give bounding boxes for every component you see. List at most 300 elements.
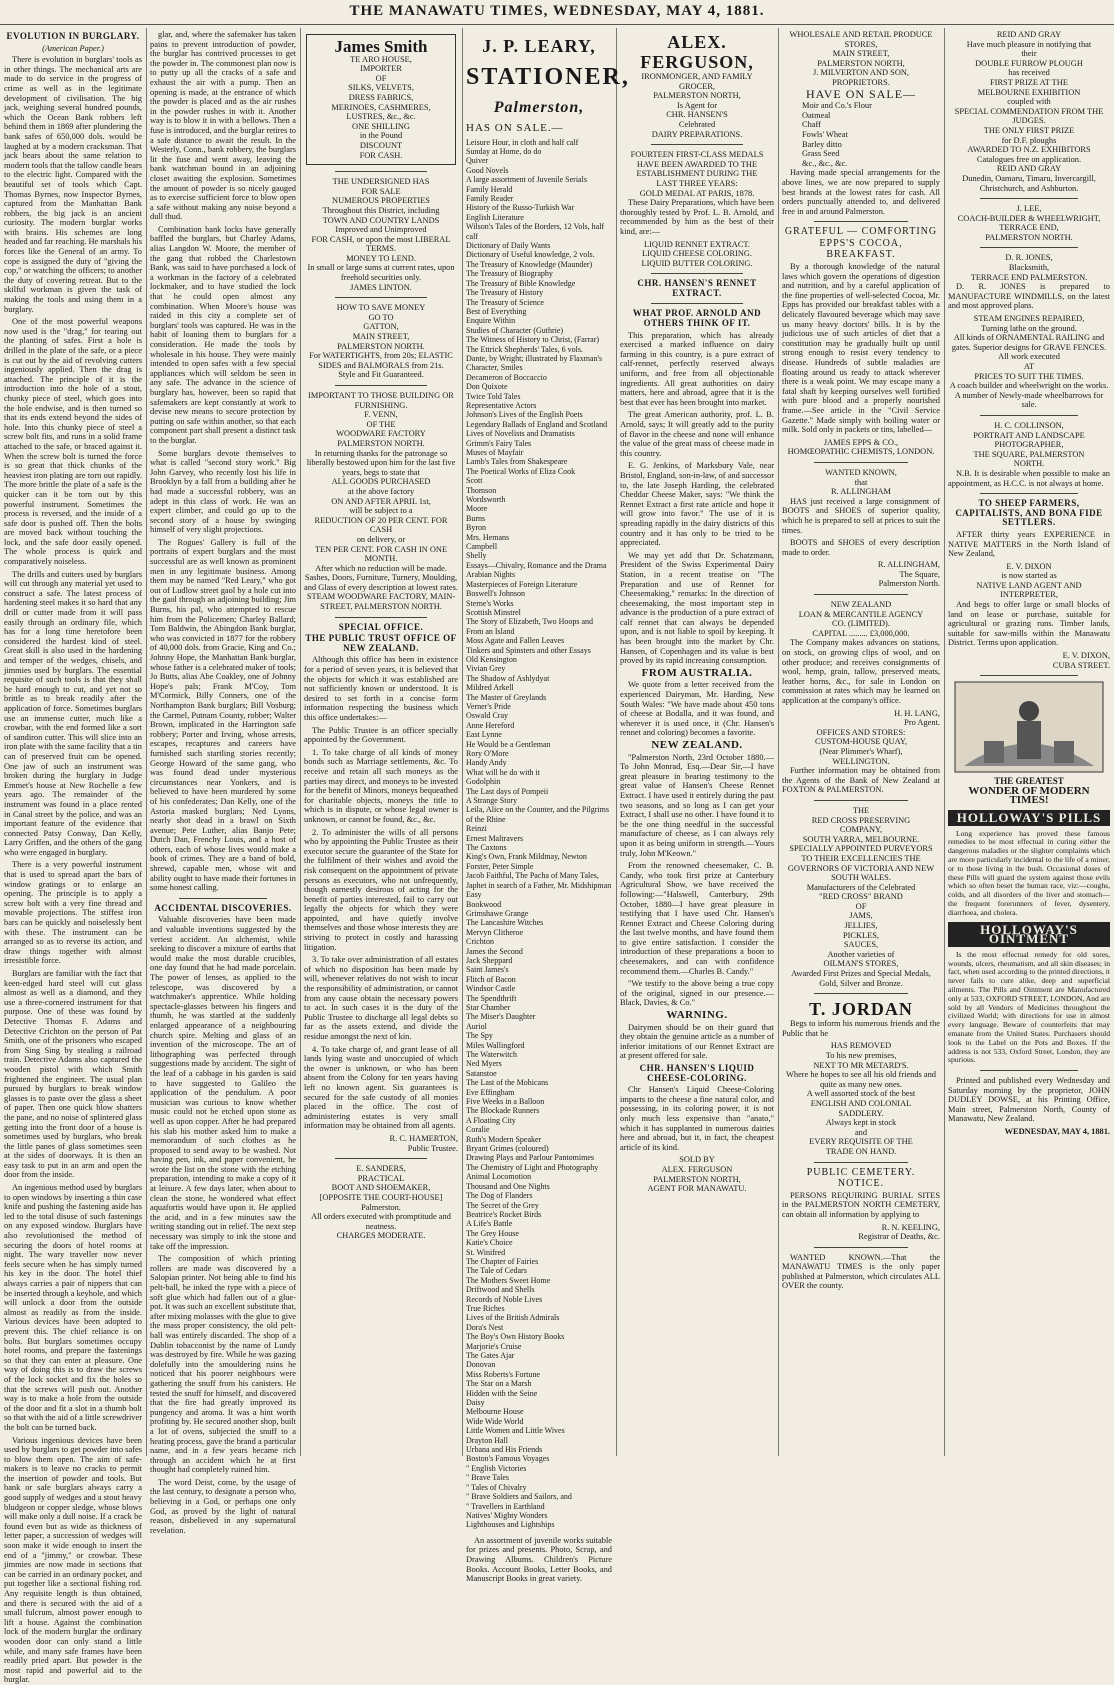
article-paragraph: Burglars are familiar with the fact that keen-edged hard steel will cut glass almost as well as a diamond, and they use a three-cornered instrument for that purpose. One of these was found by Detective Thomas F. Adams and Detective Crichton on the person of Pat Smith, one of the prisoners who escaped from Sing Sing by stealing a railroad train. Detective Adams also captured the wooden pistol with which Smith frightened the engineer. The usual plan pursued by burglars to break window glasses is to paste over the glass a sheet of paper. Then one quick blow shatters the pane, and no noise of splintered glass getting into the front door of a house is sometimes used by burglars, who break the little panes of glass sometimes seen at the sides of doorways. It is then an easy task to put in an arm and open the door from the inside. bbox=[4, 969, 142, 1180]
book-item: Mervyn Clitheroe bbox=[466, 927, 524, 937]
advert-line: MONEY TO LEND. bbox=[346, 253, 416, 263]
book-item: Lighthouses and Lightships bbox=[466, 1520, 555, 1530]
book-item: Decameron of Boccaccio bbox=[466, 372, 547, 382]
advert-text: Having made special arrangements for the above lines, we are now prepared to supply best brands at the lowest rates for cash. All orders punctually attended to, and delivered free in and around Palmerston. bbox=[782, 168, 940, 216]
advert-line: J. LEE, bbox=[1016, 204, 1042, 214]
advert-line: coupled with bbox=[1007, 97, 1051, 107]
holloway-top: THE GREATEST bbox=[994, 776, 1064, 787]
advert-name: James Smith bbox=[334, 37, 428, 56]
divider bbox=[980, 198, 1077, 199]
coloring-text: Chr Hansen's Liquid Cheese-Coloring imparts to the cheese a fine natural color, and possessing, in its coloring power, it is not only much less expensive than "anato," which it has supplanted in numerous dairies here and abroad, but it, in fact, the cheapest article of its kind. bbox=[620, 1085, 774, 1152]
imprint-date: WEDNESDAY, MAY 4, 1881. bbox=[1004, 1127, 1110, 1137]
book-item: Masterpieces of Foreign Literature bbox=[466, 579, 578, 589]
advert-line: ON AND AFTER APRIL 1st, bbox=[331, 496, 431, 506]
book-item: Star Chamber bbox=[466, 1002, 511, 1012]
book-item: Scott bbox=[466, 476, 483, 486]
book-item: Byron bbox=[466, 523, 486, 533]
advert-line: LAST THREE YEARS: bbox=[656, 178, 738, 188]
advert-line: A coach builder and wheelwright on the works. bbox=[949, 381, 1109, 391]
signature-line: R. C. HAMERTON, bbox=[389, 1133, 458, 1143]
advert-line: MAIN STREET, bbox=[832, 49, 890, 59]
divider bbox=[179, 898, 267, 899]
signature-line: H. H. LANG, bbox=[894, 708, 940, 718]
advert-line: Throughout this District, including bbox=[322, 205, 440, 215]
book-item: Twice Told Tales bbox=[466, 391, 521, 401]
advert-line: TRADE ON HAND. bbox=[825, 1146, 897, 1156]
advert-line: All kinds of ORNAMENTAL RAILING and gates. Superior designs for GRAVE FENCES. bbox=[951, 333, 1107, 352]
book-item: Burns bbox=[466, 513, 486, 523]
divider bbox=[980, 675, 1077, 676]
advertiser-name: ALEX. FERGUSON, bbox=[640, 32, 754, 72]
produce-item: Chaff bbox=[802, 120, 821, 130]
book-item: Dictionary of Daily Wants bbox=[466, 241, 551, 251]
advert-line: EPPS'S COCOA, bbox=[819, 237, 903, 249]
book-item: Studies of Character (Guthrie) bbox=[466, 325, 564, 335]
book-item: Mrs. Hemans bbox=[466, 532, 510, 542]
article-source: (American Paper.) bbox=[42, 43, 104, 53]
book-item: Reinzi bbox=[466, 824, 487, 834]
advert-lee bbox=[948, 204, 1110, 242]
notice-title: THE PUBLIC TRUST OFFICE OF NEW ZEALAND. bbox=[305, 633, 457, 653]
advert-line: [OPPOSITE THE COURT-HOUSE] bbox=[319, 1192, 443, 1202]
column-rule bbox=[146, 28, 147, 1456]
book-item: The Waterwitch bbox=[466, 1050, 517, 1059]
book-item: Dictionary of Useful knowledge, 2 vols. bbox=[466, 250, 595, 260]
advert-line: DRESS FABRICS, bbox=[348, 92, 414, 102]
coloring-heading: CHR. HANSEN'S LIQUID CHEESE-COLORING. bbox=[639, 1063, 755, 1083]
advert-line: TEN PER CENT. FOR CASH IN ONE MONTH. bbox=[314, 544, 448, 564]
book-item: Arabian Nights bbox=[466, 570, 516, 580]
book-item: Auriol bbox=[466, 1021, 487, 1031]
book-item: Grimm's Fairy Tales bbox=[466, 438, 532, 448]
book-item: English Literature bbox=[466, 212, 524, 222]
produce-item: Moir and Co.'s Flour bbox=[802, 101, 872, 111]
wanted-known-notice: WANTED KNOWN.—That the MANAWATU TIMES is the only paper published at Palmerston, which circulates ALL OVER the county. bbox=[782, 1252, 940, 1291]
advert-line: JAMES LINTON. bbox=[350, 282, 412, 292]
divider bbox=[335, 297, 427, 298]
advert-line: TO SHEEP FARMERS, CAPITALISTS, AND BONA FIDE SETTLERS. bbox=[955, 498, 1103, 528]
book-item: " English Victories bbox=[466, 1463, 527, 1473]
article-paragraph: glar, and, where the safemaker has taken pains to prevent introduction of powder, the burglar has contrived processes to get the powder in. The commonest plan now is to putty up all the cracks of a safe and exhaust the air with a pump. Then an opening is made, at the entrance of which the powder is placed and as the air rushes in the powder rushes in with it. Another way is to blow it in with a bellows. Then a fuse is introduced, and the burglar retires to a safe distance to await the result. In the Westerly, Conn., bank robbery, the burglars lit the fuse and went away, leaving the bank watchman bound in an adjoining closet awaiting the explosion. Sometimes the amount of powder is so nicely gauged as to exercise sufficient force to blow open a safe without making any noise beyond a dull thud. bbox=[150, 30, 296, 222]
book-item: Wilson's Tales of the Borders, 12 Vols, half calf bbox=[466, 222, 605, 241]
advert-line: DOUBLE FURROW PLOUGH bbox=[975, 58, 1083, 68]
book-item: Drayton Hall bbox=[466, 1435, 508, 1445]
book-item: Animal Locomotion bbox=[466, 1172, 532, 1182]
rennet-heading: CHR. HANSEN'S RENNET EXTRACT. bbox=[637, 278, 757, 298]
article-paragraph: Some burglars devote themselves to what is called "second story work." Big John Garvey, who recently lost his life in Brooklyn by a fall from a building after he had made a successful robbery, was an adept in this class of work. He was an expert climber, and could go up to the second story of a house by swinging himself of very slight projections. bbox=[150, 448, 296, 535]
book-item: Boswell's Johnson bbox=[466, 589, 526, 599]
advert-line: ESTABLISHMENT DURING THE bbox=[636, 169, 758, 179]
book-item: Windsor Castle bbox=[466, 984, 516, 994]
article-paragraph: "We testify to the above being a true copy of the original, signed in our presence.—Black, Davies, & Co." bbox=[620, 979, 774, 1008]
advert-red-cross bbox=[782, 806, 940, 988]
advert-line: THE bbox=[852, 805, 870, 815]
advert-line: Where he hopes to see all his old friends and quite as many new ones. bbox=[785, 1070, 936, 1089]
advert-venn bbox=[304, 391, 458, 612]
book-item: Little Women and Little Wives bbox=[466, 1426, 565, 1436]
advert-line: Manufacturers of the Celebrated bbox=[806, 882, 916, 892]
advert-sanders bbox=[304, 1164, 458, 1241]
book-item: A large assortment of Juvenile Serials bbox=[466, 175, 587, 185]
book-item: Wide Wide World bbox=[466, 1416, 524, 1426]
masthead bbox=[0, 0, 1114, 25]
advert-line: IMPORTER bbox=[360, 64, 402, 74]
advert-line: Celebrated bbox=[678, 119, 716, 129]
book-item: Moore bbox=[466, 504, 488, 514]
book-item: The Last days of Pompeii bbox=[466, 786, 549, 796]
book-item: Oswald Cray bbox=[466, 711, 508, 721]
book-item: The Poetical Works of Eliza Cook bbox=[466, 466, 576, 476]
book-item: The Shadow of Ashlydyat bbox=[466, 673, 550, 683]
divider bbox=[980, 415, 1077, 416]
book-item: Wordsworth bbox=[466, 495, 506, 505]
column-7 bbox=[948, 30, 1110, 1454]
book-item: A Life's Battle bbox=[466, 1219, 513, 1229]
advert-line: GRATEFUL — COMFORTING bbox=[784, 226, 938, 238]
advert-line: STEAM WOODWARE FACTORY, MAIN-STREET, PALMERSTON NORTH. bbox=[306, 592, 456, 612]
book-item: Godolphin bbox=[466, 777, 501, 787]
advert-milverton bbox=[782, 30, 940, 88]
divider bbox=[980, 247, 1077, 248]
book-item: Katie's Choice bbox=[466, 1238, 513, 1248]
produce-item: &c., &c., &c. bbox=[802, 158, 848, 168]
advert-loan-agency bbox=[782, 600, 940, 629]
advert-offices bbox=[782, 728, 940, 766]
advert-line: PALMERSTON NORTH, bbox=[817, 58, 905, 68]
advert-epps-text: By a thorough knowledge of the natural laws which govern the operations of digestion and nutrition, and by a careful application of the fine properties of well-selected Cocoa, Mr. Epps has provided our breakfast tables with a delicately flavoured beverage which may save us many heavy doctors' bills. It is by the judicious use of such articles of diet that a constitution may be gradually built up until strong enough to resist every tendency to disease. Hundreds of subtle maladies are floating around us ready to attack wherever there is a weak point. We may escape many a fatal shaft by keeping ourselves well fortified with pure blood and a properly nourished frame.—See article in the "Civil Service Gazette." Made simply with boiling water or milk. Sold only in packets or tins, labelled— bbox=[782, 262, 940, 435]
book-item: Melbourne House bbox=[466, 1407, 524, 1417]
book-item: Leila, Alice on the Counter, and the Pilgrims of the Rhine bbox=[466, 805, 609, 824]
advert-line: OF bbox=[855, 901, 867, 911]
advert-line: D. R. JONES, bbox=[1005, 253, 1053, 263]
notice-body bbox=[304, 655, 458, 1131]
book-item: Ned Myers bbox=[466, 1059, 502, 1069]
article-paragraph: Combination bank locks have generally baffled the burglars, but Charley Adams, alias Langdon W. Moore, the member of the gang that robbed the Charlestown Bank, was said to have purchased a lock of a workman in the factory of a celebrated lockmaker, and to have studied the lock that he could open almost any combination. When Moore's house was raided in this city a complete set of burglars' tools was captured. He was in the habit of loaning them to burglars for a consideration. He made the tools by wholesale in his house. They were mainly intended to open safes with a few special appliances which will seldom be seen in any safe. The advance in the science of burglary has, however, been so rapid that safemakers are kept constantly at work to devise new means to secure protection by putting on safe within another, so that each component part shall present a distinct task to the burglar. bbox=[150, 224, 296, 445]
book-item: Drawing Plays and Parlour Pantomimes bbox=[466, 1153, 594, 1163]
advert-line: AGENT FOR MANAWATU. bbox=[647, 1184, 747, 1194]
advert-line: WHOLESALE AND RETAIL PRODUCE STORES, bbox=[789, 30, 933, 49]
advert-line: All orders executed with promptitude and neatness. bbox=[311, 1212, 451, 1231]
advert-line: PORTRAIT AND LANDSCAPE bbox=[973, 430, 1085, 440]
book-list bbox=[466, 138, 612, 1530]
book-item: Natives' Mighty Wonders bbox=[466, 1510, 548, 1520]
advert-line: REID AND GRAY bbox=[996, 164, 1062, 174]
signature-line: R. ALLINGHAM, bbox=[877, 560, 940, 570]
book-item: A Floating City bbox=[466, 1115, 516, 1125]
book-item: The Dog of Flanders bbox=[466, 1191, 533, 1201]
book-item: " Tales of Chivalry bbox=[466, 1482, 527, 1492]
book-item: The Treasury of Bible Knowledge bbox=[466, 278, 576, 288]
advert-line: COACH-BUILDER & WHEELWRIGHT, bbox=[957, 213, 1101, 223]
signature-line: R. N. KEELING, bbox=[881, 1222, 940, 1232]
advert-line: FOR CASH. bbox=[359, 150, 403, 160]
column-rule bbox=[616, 28, 617, 1456]
book-item: Essays—Chivalry, Romance and the Drama bbox=[466, 560, 607, 570]
advert-trades bbox=[620, 72, 774, 139]
sale-heading: HAVE ON SALE— bbox=[805, 86, 917, 101]
book-item: Representative Actors bbox=[466, 400, 537, 410]
advert-james-smith bbox=[306, 34, 456, 165]
book-item: Verner's Pride bbox=[466, 701, 511, 711]
divider bbox=[980, 1070, 1077, 1071]
advert-line: J. MILVERTON AND SON, bbox=[812, 68, 910, 78]
book-item: Johnson's Lives of the English Poets bbox=[466, 410, 583, 420]
advert-line: Is Agent for bbox=[676, 100, 717, 110]
advert-line: WELLINGTON. bbox=[832, 756, 890, 766]
book-item: " Travellers in Earthland bbox=[466, 1501, 545, 1511]
advert-line: Turning lathe on the ground. bbox=[981, 323, 1077, 333]
book-item: Jack Sheppard bbox=[466, 955, 513, 965]
advert-line: FIRST PRIZE AT THE bbox=[990, 77, 1068, 87]
book-item: History of the Russo-Turkish War bbox=[466, 203, 575, 213]
advert-line: JELLIES, bbox=[844, 921, 878, 931]
advertiser-name: J. P. LEARY, bbox=[482, 36, 596, 56]
advert-line: OF bbox=[375, 73, 387, 83]
article-paragraph: The drills and cutters used by burglars will cut through any material yet used to construct a safe. The latest process of hardening steel makes it so hard that any drill or cutter made from it will pass easily through an ordinary file, which has for a long time heretofore been considered the hardest kind of steel. Great skill is also used in the hardening and temper of the wedges, chisels, and jimmies used by burglars. The essential requisite of such tools is that they shall be hard enough to cut, and yet not so brittle as to break readily after the application of force. Sometimes burglars use an immense cutter, much like a crowbar, with the end formed like a sort of sandiron cutter. This will slice into an iron plate with the same facility that a tin can of preserved fruit can be opened. One jaw of such an instrument was broken during the burglary in Judge Emmet's house at New Rochelle a few years ago. The remainder of the instrument was found in a place rented in Canal street by the police, and was an important feature of the evidence that connected Patsy Conway, Dan Kelly, Larry Griffen, and the others of the gang who were engaged in burglary. bbox=[4, 569, 142, 857]
book-item: A Strange Story bbox=[466, 796, 518, 806]
signature-line: Registrar of Deaths, &c. bbox=[858, 1232, 940, 1242]
advert-dixon-heading bbox=[948, 499, 1110, 528]
produce-item: Barley ditto bbox=[802, 139, 842, 149]
book-item: The Story of Elizabeth, Two Hoops and From an Island bbox=[466, 617, 594, 636]
advert-line: TOWN AND COUNTRY LANDS bbox=[322, 215, 440, 225]
book-item: Best of Everything bbox=[466, 306, 527, 316]
warning-heading: WARNING. bbox=[666, 1009, 728, 1022]
book-item: Handy Andy bbox=[466, 758, 507, 768]
book-item: Grimshawe Grange bbox=[466, 908, 529, 918]
advert-line: on delivery, or bbox=[356, 534, 406, 544]
holloway-figure-illustration bbox=[954, 681, 1104, 773]
advert-line: HAS REMOVED bbox=[830, 1041, 892, 1051]
advert-line: SPECIALLY APPOINTED PURVEYORS bbox=[789, 844, 933, 854]
book-item: Family Herald bbox=[466, 184, 513, 194]
book-item: The Chemistry of Light and Photography bbox=[466, 1162, 599, 1172]
book-item: The Secret of the Grey bbox=[466, 1200, 539, 1210]
advert-jordan-name bbox=[782, 999, 940, 1019]
book-item: Scottish Minstrel bbox=[466, 607, 521, 617]
book-item: Daisy bbox=[466, 1398, 485, 1408]
article-heading-2: ACCIDENTAL DISCOVERIES. bbox=[154, 902, 292, 913]
advert-epps-sign bbox=[782, 438, 940, 457]
advert-cemetery bbox=[782, 1168, 940, 1189]
advert-line: Improved and Unimproved bbox=[335, 225, 427, 235]
holloway-text-2: Is the most effectual remedy for old sores, wounds, ulcers, rheumatism, and all skin diseases; in fact, when used according to the printed directions, it never fails to cure alike, deep and superficial ailments. The Pills and Ointment are Manufactured only at 533, OXFORD STREET, LONDON, And are sold by all Vendors of Medicines throughout the civilized World; with directions for use in almost every language. Beware of counterfeits that may emanate from the United States. Purchasers should look to the Label on the Pots and Boxes. If the address is not 533, Oxford Street, London, they are spurious. bbox=[948, 949, 1110, 1065]
rennet-body bbox=[620, 331, 774, 666]
advert-line: OFFICES AND STORES: bbox=[816, 727, 906, 737]
book-item: The Chapter of Fairies bbox=[466, 1256, 539, 1266]
advert-line: SOUTH YARRA, MELBOURNE. bbox=[802, 834, 920, 844]
advert-line: In small or large sums at current rates, upon freehold securities only. bbox=[307, 263, 455, 283]
produce-item: Grass Seed bbox=[802, 149, 840, 159]
advert-line: AWARDED TO N.Z. EXHIBITORS bbox=[967, 145, 1091, 155]
article-paragraph: From the renowned cheesemaker, C. B. Candy, who took first prize at Canterbury Agricultural Show, we have received the following:—"Halswell, Canterbury, 29th October, 1880—I have great pleasure in testifying that I have used Chr. Hansen's Rennet Extract and Cheese Coloring during the last twelve months, and have found them to give entire satisfaction. I consider the introduction of these preparations a boon to cheesemakers, and can with confidence recommend them.—Charles B. Candy." bbox=[620, 861, 774, 976]
book-item: Boston's Famous Voyages bbox=[466, 1454, 550, 1464]
advert-line: CHARGES MODERATE. bbox=[336, 1231, 426, 1241]
advert-line: SILKS, VELVETS, bbox=[348, 83, 414, 93]
advert-line: HAVE BEEN AWARDED TO THE bbox=[636, 159, 758, 169]
advert-line: H. C. COLLINSON, bbox=[994, 420, 1064, 430]
book-item: The Last of the Mohicans bbox=[466, 1078, 549, 1088]
book-item: The Gates Ajar bbox=[466, 1351, 515, 1360]
advert-line: THE UNDERSIGNED HAS bbox=[332, 177, 430, 187]
holloway-ointment-banner: HOLLOWAY'S OINTMENT bbox=[948, 922, 1110, 947]
advert-line: PRACTICAL bbox=[357, 1173, 405, 1183]
advert-line: Have much pleasure in notifying that bbox=[966, 39, 1092, 49]
advert-line: R. ALLINGHAM bbox=[830, 487, 892, 497]
notice-paragraph: 3. To take over administration of all estates of which no disposition has been made by will, whenever relatives do not wish to incur the responsibility of administration, or cannot from any cause obtain the necessary powers to act. In such cases it is the duty of the Public Trustee to discharge all legal debts so far as the assets extend, and divide the residue amongst the next of kin. bbox=[304, 955, 458, 1041]
advert-line: GATTON, bbox=[363, 322, 399, 332]
book-item: Sterne's Works bbox=[466, 598, 514, 608]
advert-line: WOODWARE FACTORY bbox=[336, 429, 426, 439]
book-item: Lives of the British Admirals bbox=[466, 1313, 560, 1323]
signature-line: HOMŒOPATHIC CHEMISTS, LONDON. bbox=[787, 447, 935, 457]
advert-line: is now started as bbox=[1001, 571, 1057, 581]
article-paragraph: There is evolution in burglars' tools as in other things. The mechanical arts are made to do service in the progress of crime as well as in the legitimate development of civilisation. The big jack, weighing several hundred pounds, which the Ocean Bank robbers left behind them in 1869 after plundering the bank safes of 650,000 dols. would be laughed at by a modern cracksman. That jack bears about the same relation to modern tools that the tallow candle bears to the electric light. Compared with the beautiful set of tools which Capt. Thomas Byrnes, now Inspector Byrnes, captured from the Manhattan Bank robbers, the big jack is an ancient curiosity. The modern burglar works with brains. His schemes are long headed and far reaching. He marshals his forces like the General of an army. To cope is assigned the duty of "giving the cop," or watching the officers; to another the duty of covering retreat. But to the skilful workman is given the task of making the tools and using them in a burglary. bbox=[4, 55, 142, 314]
advert-line: (Near Plimmer's Wharf), bbox=[819, 746, 903, 756]
advert-line: OF THE bbox=[366, 419, 396, 429]
column-3 bbox=[304, 30, 458, 1454]
notice-paragraph: 4. To take charge of, and grant lease of all lands lying waste and unoccupied of which the owner is unknown, or who has been absent from the Colony for ten years having left no known agent. Six guarantees is secured for the safe custody of all monies placed in the office. The cost of administering estates is very small information may be obtained from all agents. bbox=[304, 1044, 458, 1131]
advert-text: Further information may be obtained from the Agents of the Bank of New Zealand at FOXTON & PALMERSTON. bbox=[782, 766, 940, 795]
book-item: Crichton bbox=[466, 937, 494, 947]
advert-line: NOTICE. bbox=[837, 1178, 885, 1190]
book-item: Coralie bbox=[466, 1125, 490, 1135]
holloway-pills-banner: HOLLOWAY'S PILLS bbox=[948, 810, 1110, 826]
book-item: Family Reader bbox=[466, 194, 514, 204]
advert-text: Begs to inform his numerous friends and the Public that he bbox=[782, 1019, 940, 1038]
book-item: Satanstoe bbox=[466, 1068, 497, 1078]
advert-line: MERINOES, CASHMERES, bbox=[331, 102, 431, 112]
book-item: Lives of Novelists and Dramatists bbox=[466, 429, 575, 439]
book-item: The Tale of Cedars bbox=[466, 1266, 527, 1276]
masthead-title: THE MANAWATU TIMES, WEDNESDAY, MAY 4, 1881. bbox=[349, 3, 765, 19]
advert-line: STEAM ENGINES REPAIRED, bbox=[973, 314, 1085, 324]
advert-text: D. R. JONES is prepared to MANUFACTURE WINDMILLS, on the latest and most approved plans. bbox=[948, 282, 1110, 311]
advert-line: A well assorted stock of the best bbox=[806, 1089, 916, 1099]
produce-item: Oatmeal bbox=[802, 110, 831, 120]
holloway-title: WONDER OF MODERN TIMES! bbox=[968, 784, 1090, 807]
divider bbox=[814, 993, 909, 994]
article-paragraph: One of the most powerful weapons now used is the "drag," for tearing out the planting of safes. First a hole is drilled in the plate of the safe, or a piece is cut out by the aid of revolving cutters ingeniously applied. Then the drag is attached. The principle of it is the introduction into the hole of a stout, chunky piece of steel, which goes into the hole endwise, and is then turned so that its ends extend beyond the sides of hole. Into this chunky piece of steel a screw bolt fits, and runs in a solid frame attached to the safe, or braced against it. When the screw bolt is turned the force is so great that thick chunks of the heaviest iron plating are torn out rapidly. The more brittle the plate of a safe is the quicker can it be torn out by this powerful instrument. Sometimes the process is reversed, and the inside of a safe door is pushed off. Then the bolts are moved back without touching the lock, and the safe door easily opened. The whole process is quick and comparatively noiseless. bbox=[4, 317, 142, 567]
advert-line: FOR CASH, or upon the most LIBERAL bbox=[311, 234, 451, 244]
column-4 bbox=[466, 30, 630, 1584]
book-item: Tinkers and Spinsters and other Essays bbox=[466, 645, 591, 655]
column-2 bbox=[150, 30, 296, 1535]
advert-line: has received bbox=[1008, 68, 1050, 78]
advert-line: Dunedin, Oamaru, Timaru, Invercargill, Christchurch, and Ashburton. bbox=[962, 173, 1096, 193]
advert-line: T. JORDAN bbox=[809, 999, 913, 1020]
book-item: Marjorie's Cruise bbox=[466, 1341, 522, 1351]
book-item: The Treasury of Biography bbox=[466, 269, 553, 279]
divider bbox=[335, 1158, 427, 1159]
advert-line: REDUCTION OF 20 PER CENT. FOR CASH bbox=[314, 515, 448, 535]
advert-line: AT bbox=[1023, 362, 1035, 371]
advert-line: "RED CROSS" BRAND bbox=[819, 892, 903, 902]
advert-text: BOOTS and SHOES of every description made to order. bbox=[782, 538, 940, 557]
signature-line: Public Trustee. bbox=[407, 1143, 458, 1153]
advert-text: N.B. It is desirable when possible to make an appointment, as H.C.C. is not always at home. bbox=[948, 468, 1110, 488]
australia-text: We quote from a letter received from the experienced Dairyman, Mr. Harding, New South Wales: "We have made about 450 tons of cheese at Bodalla, and it was found, and wherever it is used once, it (Chr. Hansen's rennet and coloring) becomes a favorite. bbox=[620, 680, 774, 738]
advert-lines bbox=[311, 55, 451, 161]
advert-line: SADDLERY. bbox=[838, 1108, 884, 1118]
advert-line: LOAN & MERCANTILE AGENCY bbox=[798, 609, 924, 619]
advert-line: All work executed bbox=[998, 352, 1060, 362]
advert-line: FOR SALE bbox=[361, 186, 401, 196]
advert-collinson bbox=[948, 421, 1110, 469]
book-item: The Grey House bbox=[466, 1228, 519, 1238]
advert-line: HOW TO SAVE MONEY bbox=[336, 303, 426, 313]
book-item: Five Weeks in a Balloon bbox=[466, 1097, 545, 1107]
product-item: LIQUID RENNET EXTRACT. bbox=[644, 239, 750, 249]
advert-line: PALMERSTON NORTH. bbox=[985, 232, 1073, 242]
signature-line: The Square, bbox=[899, 569, 940, 579]
advert-line: WANTED KNOWN, bbox=[825, 467, 897, 477]
article-body bbox=[4, 55, 142, 1685]
article-body-continued bbox=[150, 30, 296, 893]
advert-allingham bbox=[782, 468, 940, 497]
nz-body bbox=[620, 753, 774, 1008]
advert-line: EVERY REQUISITE OF THE bbox=[809, 1137, 913, 1147]
advert-jordan bbox=[782, 1041, 940, 1156]
book-item: Urbana and His Friends bbox=[466, 1445, 543, 1455]
book-item: The Lancashire Witches bbox=[466, 918, 544, 928]
book-item: Rory O'More bbox=[466, 749, 509, 758]
notice-signature bbox=[304, 1134, 458, 1153]
article-paragraph: The composition of which printing rollers are made was discovered by a Salopian printer. Not being able to find his pelt-ball, he inked the type with a piece of soft glue which had fallen out of a glue-pot. It was such an excellent substitute that, after mixing molasses with the glue to give the mass proper consistency, the old pelt-ball was entirely discarded. The shop of a Dublin tobacconist by the name of Lundy was destroyed by fire. While he was gazing dolefully into the smouldering ruins he noticed that his poorer neighbours were gathering the snuff from his canisters. He tested the snuff for himself, and discovered that the fire had greatly improved its pungency and aroma. It was a hint worth profiting by. He secured another shop, built a lot of ovens, subjected the snuff to a heating process, gave the brand a particular name, and in a few years became rich through an accident which he at first thought had completely ruined him. bbox=[150, 1254, 296, 1475]
book-item: Old Kensington bbox=[466, 654, 517, 664]
advert-line: PICKLES, bbox=[842, 930, 880, 940]
signature-line: JAMES EPPS & CO., bbox=[823, 437, 899, 447]
advert-line: RED CROSS PRESERVING bbox=[811, 815, 911, 825]
column-1 bbox=[4, 30, 142, 1685]
advert-line: INTERPRETER, bbox=[1000, 590, 1058, 600]
book-item: " Brave Soldiers and Sailors, and bbox=[466, 1492, 572, 1502]
divider bbox=[651, 273, 743, 274]
advert-line: NORTH. bbox=[1013, 459, 1045, 469]
book-item: The Star on a Marsh bbox=[466, 1379, 532, 1389]
book-item: James the Second bbox=[466, 946, 523, 956]
advert-dixon bbox=[948, 562, 1110, 600]
advert-line: SOLD BY bbox=[679, 1155, 715, 1165]
advert-line: COMPANY, bbox=[839, 825, 883, 835]
book-item: The Caxtons bbox=[466, 843, 507, 853]
advert-line: GROCER, bbox=[678, 81, 716, 91]
advert-line: GO TO bbox=[368, 312, 394, 322]
advert-line: JAMS, bbox=[849, 911, 873, 921]
advert-line: NEW ZEALAND bbox=[830, 600, 892, 610]
advert-line: ALEX. FERGUSON bbox=[661, 1164, 733, 1174]
advert-text: HAS just received a large consignment of BOOTS and SHOES of superior quality, which he is prepared to sell at prices to suit the times. bbox=[782, 496, 940, 535]
book-item: Lamb's Tales from Shakespeare bbox=[466, 457, 568, 467]
advert-text: And begs to offer large or small blocks of land on lease or purchase, suitable for agricultural or grazing runs. Timber lands, suitable for saw-mills within the Manawatu District. Terms upon application. bbox=[948, 600, 1110, 648]
book-item: The Master of Greylands bbox=[466, 692, 547, 702]
advert-line: PALMERSTON NORTH. bbox=[337, 438, 425, 448]
notice-paragraph: Although this office has been in existence for a period of seven years, it is believed that the objects for which it was established are not sufficiently known or understood. It is desired to set forth in a concise form information respecting the business which this office undertakes:— bbox=[304, 655, 458, 722]
advert-line: NEXT TO MR METARD'S. bbox=[813, 1060, 909, 1070]
advert-line: BREAKFAST. bbox=[826, 249, 896, 261]
advert-line: Sashes, Doors, Furniture, Turnery, Moulding, and Glass of every description at lowest rates. bbox=[304, 573, 458, 592]
advert-reid-gray bbox=[948, 30, 1110, 193]
advert-epps-heading bbox=[782, 227, 940, 260]
advert-line: PUBLIC CEMETERY. bbox=[806, 1166, 916, 1178]
advert-line: their bbox=[1021, 49, 1037, 59]
advert-line: F. VENN, bbox=[364, 410, 398, 420]
notice-paragraph: 2. To administer the wills of all persons who by appointing the Public Trustee as their executor secure the guarantee of the State for the fulfilment of their wishes and avoid the risk consequent on the appointment of private persons as executors, who not unfrequently, though earnestly desirous of acting for the benefit of parties interested, fail to carry out legally the objects for which they were appointed, and have quietly involve themselves and those whose interests they are striving to protect in costly and harassing litigation. bbox=[304, 827, 458, 952]
book-item: Donovan bbox=[466, 1360, 496, 1370]
divider bbox=[814, 462, 909, 463]
advertiser-town: Palmerston, bbox=[493, 99, 585, 116]
article-paragraph: E. G. Jenkins, of Marksbury Vale, near Bristol, England, son-in-law, of and successor to, the late Joseph Harding, the celebrated Cheddar Cheese Maker, says: "We think the Rennet Extract a first rate article and hope it will grow into favor." The use of it is spreading rapidly in the dairy districts of this country and it has only to be tried to be appreciated. bbox=[620, 461, 774, 548]
